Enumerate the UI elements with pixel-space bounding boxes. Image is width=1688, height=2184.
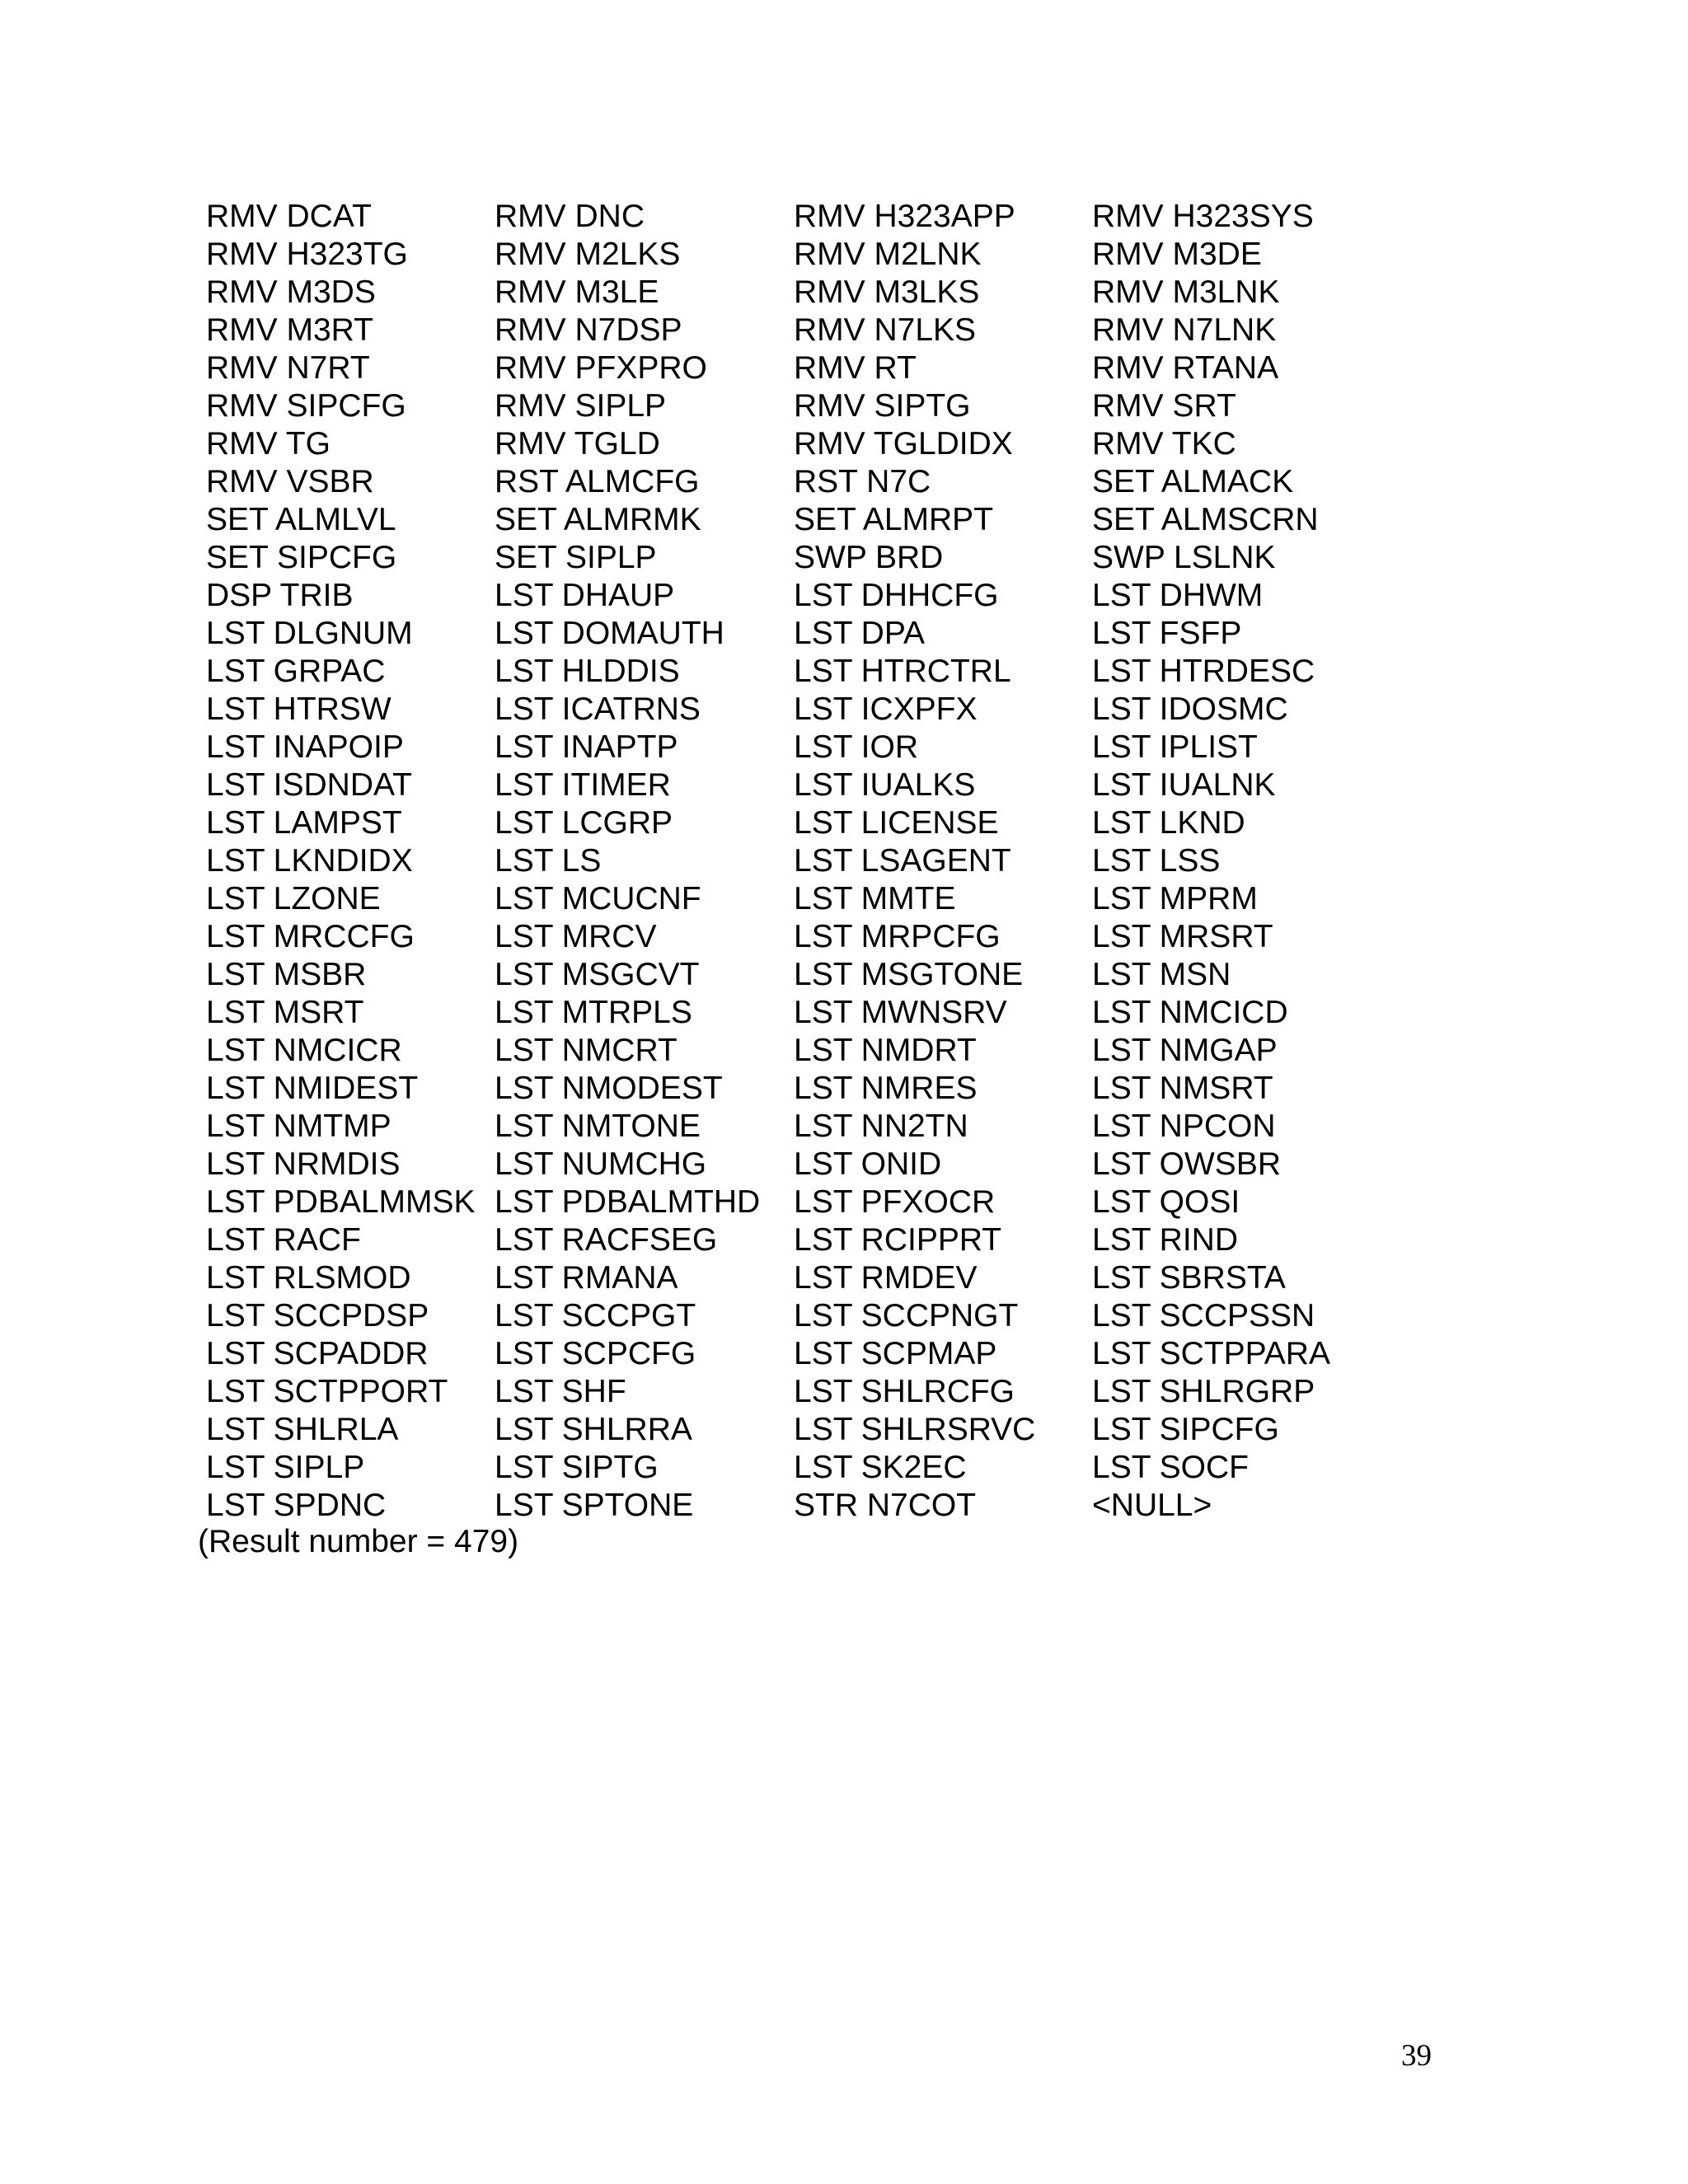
page-number: 39 (1401, 2039, 1432, 2073)
command-cell: RMV DNC (495, 199, 645, 234)
command-cell: RMV TKC (1092, 426, 1236, 462)
command-row (206, 1259, 1360, 1297)
command-cell: LST NPCON (1092, 1108, 1276, 1144)
command-cell: SET SIPLP (495, 540, 657, 575)
command-cell: LST FSFP (1092, 616, 1242, 651)
command-cell: LST IPLIST (1092, 729, 1258, 765)
command-row (206, 766, 1360, 804)
command-cell: RMV M2LNK (794, 237, 982, 272)
command-cell: LST NMCICD (1092, 995, 1288, 1030)
command-row (206, 1487, 1360, 1525)
command-row (206, 804, 1360, 842)
command-cell: RMV H323SYS (1092, 199, 1314, 234)
command-cell: LST IOR (794, 729, 918, 765)
command-cell: RMV SIPTG (794, 388, 971, 424)
command-cell: LST MRSRT (1092, 919, 1273, 954)
command-cell: LST SCTPPORT (206, 1374, 448, 1409)
command-cell: LST SBRSTA (1092, 1260, 1286, 1296)
command-cell: LST NMODEST (495, 1071, 723, 1106)
command-cell: LST SIPLP (206, 1450, 365, 1485)
command-cell: SWP LSLNK (1092, 540, 1276, 575)
command-cell: LST LSS (1092, 843, 1221, 879)
command-cell: LST SPTONE (495, 1488, 694, 1523)
command-cell: LST MMTE (794, 881, 956, 916)
command-cell: RMV TG (206, 426, 331, 462)
command-row (206, 387, 1360, 425)
command-cell: LST HTRCTRL (794, 654, 1011, 689)
command-cell: RST N7C (794, 464, 931, 499)
command-cell: LST PFXOCR (794, 1184, 996, 1220)
command-cell: LST HTRDESC (1092, 654, 1315, 689)
command-row (206, 1449, 1360, 1487)
command-row (206, 463, 1360, 501)
command-row (206, 1108, 1360, 1146)
command-cell: RMV PFXPRO (495, 350, 707, 386)
command-row (206, 236, 1360, 274)
command-cell: LST IDOSMC (1092, 691, 1288, 727)
command-row (206, 1070, 1360, 1108)
command-cell: LST SK2EC (794, 1450, 967, 1485)
command-cell: LST MWNSRV (794, 995, 1007, 1030)
command-cell: LST NRMDIS (206, 1146, 401, 1182)
command-cell: LST ISDNDAT (206, 767, 412, 803)
command-cell: SET SIPCFG (206, 540, 397, 575)
command-cell: LST NMTMP (206, 1108, 392, 1144)
command-cell: LST MTRPLS (495, 995, 692, 1030)
command-cell: LST LCGRP (495, 805, 673, 841)
command-list-table (206, 198, 1360, 1525)
command-cell: RMV N7LNK (1092, 312, 1277, 348)
command-cell: SET ALMRPT (794, 502, 994, 537)
command-cell: LST QOSI (1092, 1184, 1240, 1220)
command-cell: RMV M3LKS (794, 274, 980, 310)
command-cell: RMV N7LKS (794, 312, 977, 348)
command-cell: RST ALMCFG (495, 464, 700, 499)
command-cell: LST LSAGENT (794, 843, 1011, 879)
command-cell: LST SCTPPARA (1092, 1336, 1330, 1371)
command-cell: LST NMRES (794, 1071, 978, 1106)
command-row (206, 653, 1360, 691)
command-cell: LST DHWM (1092, 578, 1264, 613)
command-cell: SET ALMSCRN (1092, 502, 1319, 537)
command-cell: LST NUMCHG (495, 1146, 707, 1182)
command-cell: LST HTRSW (206, 691, 392, 727)
command-cell: RMV M3LE (495, 274, 659, 310)
command-cell: LST ITIMER (495, 767, 671, 803)
command-row (206, 1373, 1360, 1411)
command-cell: LST NMDRT (794, 1033, 977, 1068)
command-cell: RMV N7RT (206, 350, 370, 386)
command-cell: LST SCPCFG (495, 1336, 696, 1371)
command-cell: LST SHLRLA (206, 1412, 399, 1447)
command-cell: LST SHLRGRP (1092, 1374, 1315, 1409)
command-cell: LST INAPTP (495, 729, 678, 765)
command-row (206, 274, 1360, 312)
command-cell: LST LZONE (206, 881, 381, 916)
command-row (206, 918, 1360, 956)
command-cell: LST NMCRT (495, 1033, 678, 1068)
command-cell: RMV TGLDIDX (794, 426, 1013, 462)
command-cell: LST LAMPST (206, 805, 402, 841)
command-cell: RMV M3LNK (1092, 274, 1280, 310)
command-cell: RMV H323TG (206, 237, 408, 272)
command-cell: LST NMGAP (1092, 1033, 1278, 1068)
command-cell: LST NN2TN (794, 1108, 968, 1144)
command-cell: LST MSGTONE (794, 957, 1024, 992)
command-cell: LST DLGNUM (206, 616, 413, 651)
command-cell: RMV SIPCFG (206, 388, 406, 424)
command-cell: LST ICXPFX (794, 691, 978, 727)
command-cell: LST SCPMAP (794, 1336, 997, 1371)
command-row (206, 349, 1360, 387)
command-cell: RMV H323APP (794, 199, 1015, 234)
command-cell: SET ALMACK (1092, 464, 1294, 499)
command-cell: LST LICENSE (794, 805, 999, 841)
command-cell: LST SHLRRA (495, 1412, 692, 1447)
command-cell: LST NMIDEST (206, 1071, 419, 1106)
command-row (206, 1183, 1360, 1221)
command-cell: LST RACFSEG (495, 1222, 718, 1258)
command-cell: RMV M2LKS (495, 237, 681, 272)
command-cell: LST SCCPDSP (206, 1298, 429, 1333)
command-cell: LST MRCV (495, 919, 657, 954)
command-cell: LST OWSBR (1092, 1146, 1281, 1182)
command-cell: LST SCPADDR (206, 1336, 429, 1371)
command-cell: LST MSN (1092, 957, 1231, 992)
command-cell: LST SIPCFG (1092, 1412, 1279, 1447)
command-cell: RMV SIPLP (495, 388, 667, 424)
command-row (206, 1335, 1360, 1373)
command-cell: LST PDBALMMSK (206, 1184, 476, 1220)
command-row (206, 425, 1360, 463)
command-cell: RMV RTANA (1092, 350, 1279, 386)
command-cell: LST NMCICR (206, 1033, 402, 1068)
command-cell: LST DHAUP (495, 578, 675, 613)
command-cell: LST NMSRT (1092, 1071, 1273, 1106)
command-row (206, 956, 1360, 994)
command-cell: LST SCCPNGT (794, 1298, 1019, 1333)
command-row (206, 1146, 1360, 1183)
command-cell: RMV M3RT (206, 312, 373, 348)
command-row (206, 312, 1360, 349)
command-cell: LST SHF (495, 1374, 626, 1409)
command-row (206, 691, 1360, 729)
command-cell: LST LS (495, 843, 602, 879)
command-cell: LST SOCF (1092, 1450, 1249, 1485)
command-cell: RMV M3DS (206, 274, 376, 310)
command-cell: LST SHLRCFG (794, 1374, 1015, 1409)
command-row (206, 539, 1360, 577)
command-row (206, 880, 1360, 918)
command-cell: LST GRPAC (206, 654, 386, 689)
command-cell: RMV TGLD (495, 426, 660, 462)
command-cell: LST SCCPSSN (1092, 1298, 1315, 1333)
command-row (206, 994, 1360, 1032)
command-cell: LST MSRT (206, 995, 364, 1030)
command-cell: DSP TRIB (206, 578, 354, 613)
command-cell: LST PDBALMTHD (495, 1184, 761, 1220)
command-cell: RMV M3DE (1092, 237, 1262, 272)
command-row (206, 842, 1360, 880)
command-cell: LST SCCPGT (495, 1298, 696, 1333)
command-cell: RMV N7DSP (495, 312, 682, 348)
command-cell: LST DHHCFG (794, 578, 999, 613)
command-cell: LST DOMAUTH (495, 616, 724, 651)
command-cell: LST RLSMOD (206, 1260, 411, 1296)
command-cell: <NULL> (1092, 1488, 1212, 1523)
command-cell: LST RCIPPRT (794, 1222, 1002, 1258)
command-row (206, 198, 1360, 236)
command-row (206, 729, 1360, 766)
command-cell: LST MSBR (206, 957, 367, 992)
command-cell: RMV VSBR (206, 464, 374, 499)
command-row (206, 615, 1360, 653)
command-cell: LST RACF (206, 1222, 361, 1258)
command-cell: LST MSGCVT (495, 957, 700, 992)
command-cell: RMV DCAT (206, 199, 372, 234)
command-row (206, 501, 1360, 539)
command-cell: RMV RT (794, 350, 917, 386)
command-row (206, 1221, 1360, 1259)
command-cell: LST ONID (794, 1146, 942, 1182)
command-cell: RMV SRT (1092, 388, 1236, 424)
command-cell: STR N7COT (794, 1488, 977, 1523)
command-cell: LST DPA (794, 616, 925, 651)
command-cell: LST INAPOIP (206, 729, 404, 765)
command-row (206, 1297, 1360, 1335)
command-cell: LST MRPCFG (794, 919, 1001, 954)
command-row (206, 577, 1360, 615)
command-cell: LST MCUCNF (495, 881, 701, 916)
command-cell: LST SIPTG (495, 1450, 659, 1485)
command-cell: LST MPRM (1092, 881, 1258, 916)
result-count-line: (Result number = 479) (198, 1524, 519, 1559)
command-cell: LST SPDNC (206, 1488, 387, 1523)
command-cell: SWP BRD (794, 540, 944, 575)
command-cell: LST IUALKS (794, 767, 976, 803)
command-row (206, 1411, 1360, 1449)
command-cell: SET ALMRMK (495, 502, 701, 537)
command-cell: LST LKNDIDX (206, 843, 413, 879)
command-cell: LST LKND (1092, 805, 1245, 841)
command-cell: LST IUALNK (1092, 767, 1276, 803)
command-cell: LST SHLRSRVC (794, 1412, 1036, 1447)
command-cell: LST RMANA (495, 1260, 678, 1296)
command-cell: LST MRCCFG (206, 919, 415, 954)
command-row (206, 1032, 1360, 1070)
command-cell: LST RIND (1092, 1222, 1238, 1258)
command-cell: LST ICATRNS (495, 691, 701, 727)
command-cell: LST RMDEV (794, 1260, 978, 1296)
command-cell: LST HLDDIS (495, 654, 680, 689)
command-cell: LST NMTONE (495, 1108, 701, 1144)
command-cell: SET ALMLVL (206, 502, 396, 537)
